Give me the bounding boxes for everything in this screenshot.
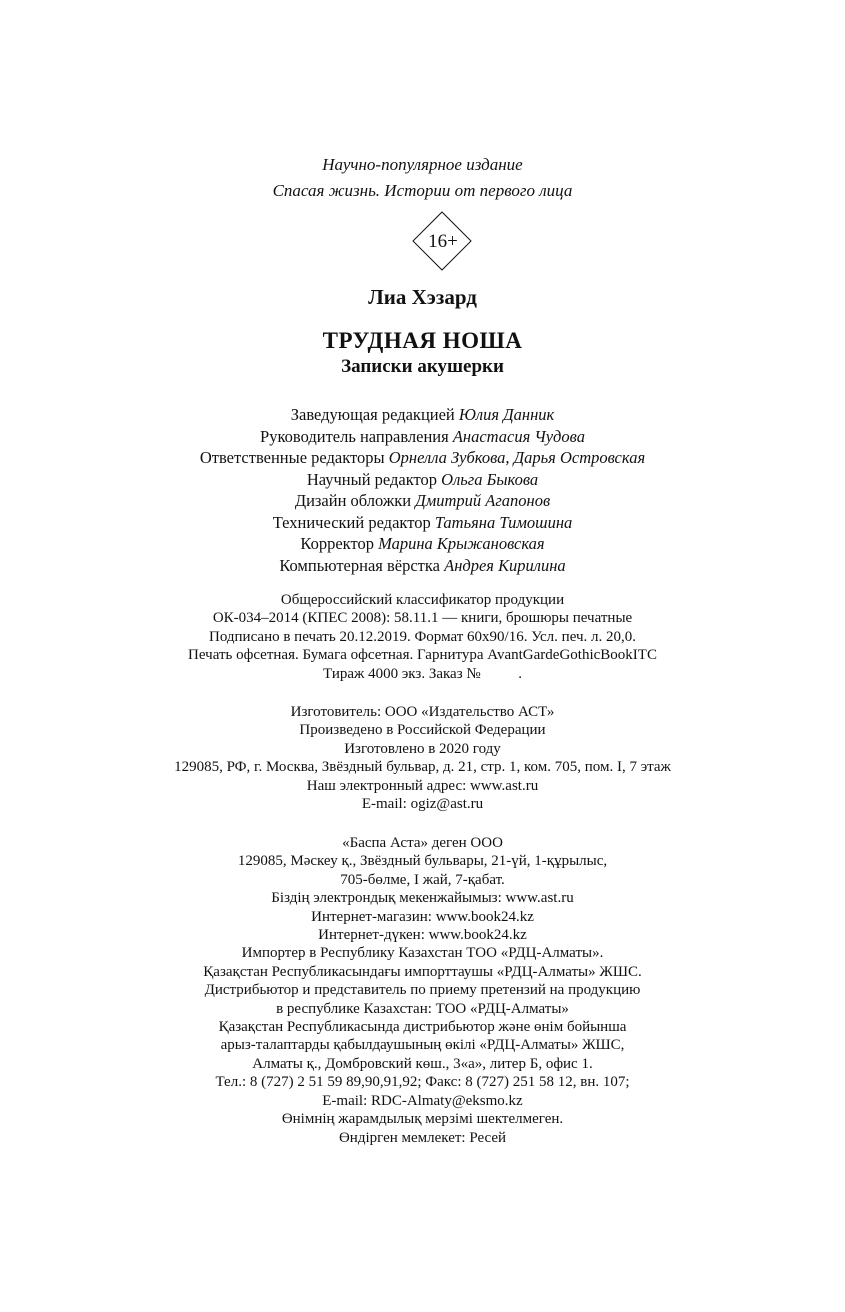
printing-line: Подписано в печать 20.12.2019. Формат 60х90/16. Усл. печ. л. 20,0. <box>208 628 637 645</box>
manufacturer-line: Изготовлено в 2020 году <box>344 740 501 757</box>
printing-line: ОК-034–2014 (КПЕС 2008): 58.11.1 — книги, брошюры печатные <box>212 610 633 627</box>
kazakh-line: Дистрибьютор и представитель по приему претензий на продукцию <box>204 982 641 999</box>
kazakh-line: Өндірген мемлекет: Ресей <box>338 1129 507 1146</box>
credit-line <box>0 490 845 512</box>
kazakh-line: Біздің электрондық мекенжайымыз: www.ast.ru <box>271 890 574 907</box>
age-rating-text: 16+ <box>428 231 458 252</box>
printing-line: Тираж 4000 экз. Заказ № . <box>323 665 522 682</box>
manufacturer-line: Произведено в Российской Федерации <box>299 722 546 739</box>
credit-role: Заведующая редакцией <box>290 405 455 424</box>
kazakh-line: арыз-талаптарды қабылдаушының өкілі «РДЦ-Алматы» ЖШС, <box>220 1037 625 1054</box>
credit-line <box>0 555 845 577</box>
credit-role: Руководитель направления <box>260 426 449 446</box>
kazakh-line: в республике Казахстан: ТОО «РДЦ-Алматы» <box>276 1000 569 1017</box>
series-label: Спасая жизнь. Истории от первого лица <box>272 181 573 200</box>
credit-name: Анастасия Чудова <box>452 426 585 446</box>
manufacturer-line: Изготовитель: ООО «Издательство АСТ» <box>290 704 555 720</box>
credit-line <box>0 404 845 426</box>
kazakhstan-info <box>0 834 845 1147</box>
credit-line <box>0 512 845 534</box>
kazakh-line: Импортер в Республику Казахстан ТОО «РДЦ-Алматы». <box>241 945 604 962</box>
credit-name: Ольга Быкова <box>441 469 539 489</box>
kazakh-line: Өнімнің жарамдылық мерзімі шектелмеген. <box>281 1111 564 1128</box>
credit-role: Ответственные редакторы <box>199 448 385 467</box>
credit-line <box>0 533 845 555</box>
author-name: Лиа Хэзард <box>368 285 477 309</box>
credit-role: Корректор <box>300 534 374 553</box>
credit-role: Дизайн обложки <box>294 491 412 510</box>
credit-name: Орнелла Зубкова, Дарья Островская <box>388 448 646 467</box>
kazakh-line: Қазақстан Республикасында дистрибьютор және өнім бойынша <box>218 1019 627 1036</box>
age-rating-badge <box>412 211 474 273</box>
printing-line: Общероссийский классификатор продукции <box>280 592 565 608</box>
kazakh-line: 705-бөлме, I жай, 7-қабат. <box>340 871 505 888</box>
book-title: ТРУДНАЯ НОША <box>322 328 523 353</box>
kazakh-line: Интернет-магазин: www.book24.kz <box>311 908 534 925</box>
credit-role: Технический редактор <box>272 512 431 532</box>
credit-line <box>0 426 845 448</box>
printing-info <box>0 591 845 683</box>
manufacturer-line: 129085, РФ, г. Москва, Звёздный бульвар, д. 21, стр. 1, ком. 705, пом. I, 7 этаж <box>174 759 671 776</box>
manufacturer-line: E-mail: ogiz@ast.ru <box>361 796 484 813</box>
credit-name: Дмитрий Агапонов <box>415 491 551 510</box>
book-subtitle: Записки акушерки <box>341 356 504 377</box>
kazakh-line: «Баспа Аста» деген ООО <box>342 835 503 851</box>
kazakh-line: Тел.: 8 (727) 2 51 59 89,90,91,92; Факс: 8 (727) 251 58 12, вн. 107; <box>215 1074 630 1091</box>
kazakh-line: Интернет-дүкен: www.book24.kz <box>318 927 527 944</box>
kazakh-line: 129085, Мәскеу қ., Звёздный бульвары, 21-үй, 1-құрылыс, <box>237 853 608 870</box>
manufacturer-line: Наш электронный адрес: www.ast.ru <box>306 777 539 794</box>
credit-name: Татьяна Тимошина <box>434 512 573 532</box>
kazakh-line: Алматы қ., Домбровский көш., 3«а», литер Б, офис 1. <box>252 1055 593 1072</box>
kazakh-line: Қазақстан Республикасындағы импорттаушы «РДЦ-Алматы» ЖШС. <box>203 963 642 980</box>
credit-role: Научный редактор <box>306 469 438 489</box>
credit-line <box>0 469 845 491</box>
credit-role: Компьютерная вёрстка <box>279 555 440 575</box>
credit-name: Юлия Данник <box>458 405 555 424</box>
credit-name: Марина Крыжановская <box>378 534 545 553</box>
printing-line: Печать офсетная. Бумага офсетная. Гарнитура AvantGardeGothicBookITC <box>188 647 657 664</box>
credit-name: Андрея Кирилина <box>444 555 566 575</box>
genre-label: Научно-популярное издание <box>322 155 523 174</box>
credits-list <box>0 404 845 576</box>
kazakh-line: E-mail: RDC-Almaty@eksmo.kz <box>322 1092 523 1109</box>
credit-line <box>0 447 845 469</box>
manufacturer-info <box>0 703 845 813</box>
